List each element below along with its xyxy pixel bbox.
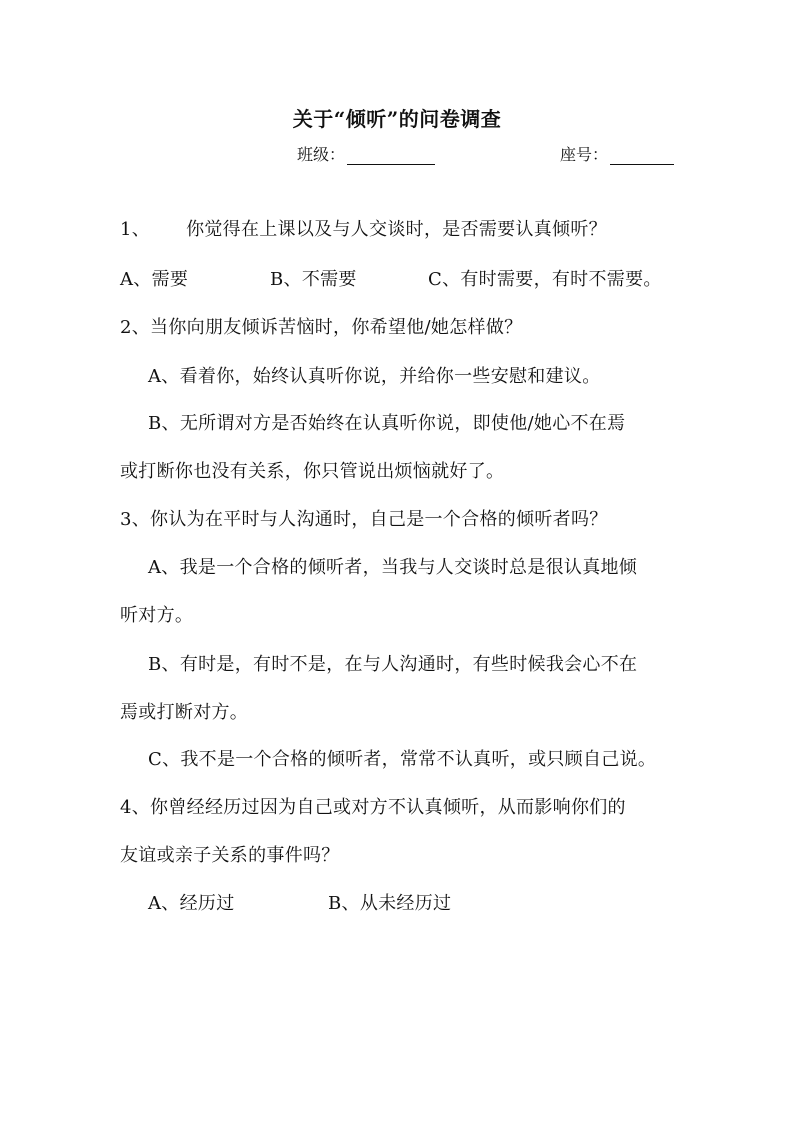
q3-option-a-line1: A、我是一个合格的倾听者，当我与人交谈时总是很认真地倾 xyxy=(148,557,638,578)
q3-option-c: C、我不是一个合格的倾听者，常常不认真听，或只顾自己说。 xyxy=(148,749,657,770)
q2-option-b-line2: 或打断你也没有关系，你只管说出烦恼就好了。 xyxy=(120,461,505,482)
class-blank-line[interactable] xyxy=(347,150,435,165)
q4-option-b: B、从未经历过 xyxy=(328,893,452,914)
class-label: 班级： xyxy=(297,145,346,164)
q3-option-a-line2: 听对方。 xyxy=(120,605,194,626)
question-1-text: 你觉得在上课以及与人交谈时，是否需要认真倾听？ xyxy=(186,219,607,240)
q3-option-b-line2: 焉或打断对方。 xyxy=(120,702,249,723)
question-1-number: 1、 xyxy=(120,219,151,240)
question-2-text: 2、当你向朋友倾诉苦恼时，你希望他/她怎样做？ xyxy=(120,317,523,338)
q2-option-a: A、看着你，始终认真听你说，并给你一些安慰和建议。 xyxy=(148,366,601,387)
q1-option-b: B、不需要 xyxy=(270,269,357,290)
seat-label: 座号： xyxy=(560,145,609,164)
class-field xyxy=(297,142,435,165)
q1-option-a: A、需要 xyxy=(120,269,189,290)
q4-option-a: A、经历过 xyxy=(148,893,235,914)
q1-option-c: C、有时需要，有时不需要。 xyxy=(428,269,662,290)
question-1 xyxy=(120,215,607,241)
question-4-text-line1: 4、你曾经经历过因为自己或对方不认真倾听，从而影响你们的 xyxy=(120,797,626,818)
seat-field xyxy=(560,142,674,165)
seat-blank-line[interactable] xyxy=(610,150,674,165)
question-3-text: 3、你认为在平时与人沟通时，自己是一个合格的倾听者吗？ xyxy=(120,509,608,530)
question-4-text-line2: 友谊或亲子关系的事件吗？ xyxy=(120,845,340,866)
document-title: 关于“倾听”的问卷调查 xyxy=(292,107,502,131)
q3-option-b-line1: B、有时是，有时不是，在与人沟通时，有些时候我会心不在 xyxy=(148,654,638,675)
q2-option-b-line1: B、无所谓对方是否始终在认真听你说，即使他/她心不在焉 xyxy=(148,413,626,434)
